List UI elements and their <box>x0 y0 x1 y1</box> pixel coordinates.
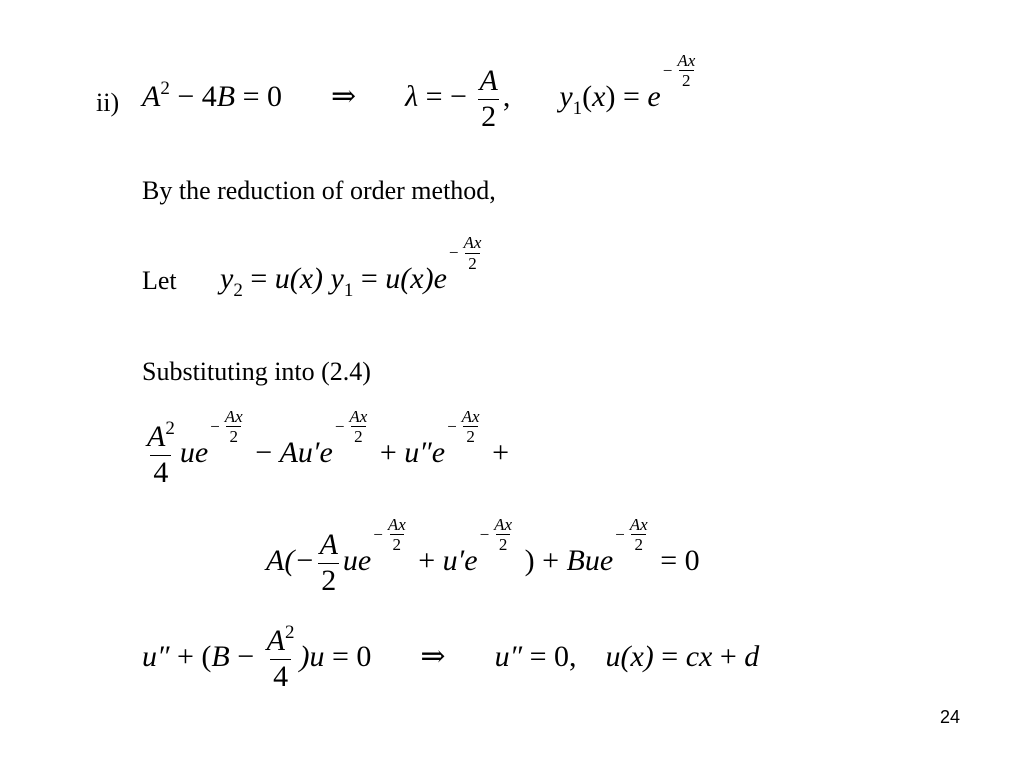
eq-minus-4: − 4 <box>177 79 217 113</box>
equation-characteristic: $A^2 - 4B = 0$ ⇒ λ = − $\frac{A}{2}$ , $y_1(x) = e$ − $\frac{Ax}{2}$ <box>142 64 700 134</box>
page-number: 24 <box>940 707 961 727</box>
implies-icon: ⇒ <box>420 639 446 673</box>
equation-final: u″ + (B − $\frac{A^2}{4}$ )u = 0 ⇒ u″ = 0, u(x) = cx + d <box>142 622 760 693</box>
eq-close-equals: ) = <box>605 79 640 113</box>
exponent: − $\frac{Ax}{2}$ <box>373 514 406 555</box>
eq-A: A <box>142 79 161 113</box>
eq-sub-1: 1 <box>572 97 583 119</box>
exponent: − $\frac{Ax}{2}$ <box>662 50 696 91</box>
exponent: − $\frac{Ax}{2}$ <box>447 406 480 447</box>
eq-y: y <box>559 79 573 113</box>
eq-equals-neg: = − <box>425 79 467 113</box>
eq-equals-0: = 0 <box>242 79 282 113</box>
eq-e: e <box>647 79 661 113</box>
eq-lambda: λ <box>405 79 419 113</box>
fraction-A2-over-4: $\frac{A^2}{4}$ <box>147 418 175 489</box>
fraction-A-over-2: $\frac{A}{2}$ <box>479 64 498 133</box>
equation-substitution-2: A(− $\frac{A}{2}$ ue − $\frac{Ax}{2}$ + u′e − $\frac{Ax}{2}$ ) + Bue − $\frac{Ax}{2}$ = 0 <box>266 514 700 597</box>
eq-comma: , <box>502 79 511 113</box>
exponent: − $\frac{Ax}{2}$ <box>448 232 482 273</box>
equation-substitution-1: $\frac{A^2}{4}$ ue − $\frac{Ax}{2}$ − Au′e − $\frac{Ax}{2}$ + u″e − $\frac{Ax}{2}$ + <box>142 420 509 490</box>
implies-icon: ⇒ <box>331 79 357 113</box>
let-label: Let <box>142 266 177 295</box>
substituting-text: Substituting into (2.4) <box>142 357 371 386</box>
equation-let: $y_2 = u(x) y_1 = u(x)e$ − $\frac{Ax}{2}$ <box>220 262 486 303</box>
exponent: − $\frac{Ax}{2}$ <box>615 514 648 555</box>
eq-B: B <box>216 79 236 113</box>
fraction-A-over-2: $\frac{A}{2}$ <box>319 528 338 597</box>
exponent: − $\frac{Ax}{2}$ <box>334 406 368 447</box>
exponent: − $\frac{Ax}{2}$ <box>210 406 243 447</box>
case-label: ii) <box>96 88 120 117</box>
eq-sup-2: 2 <box>160 77 170 99</box>
reduction-text: By the reduction of order method, <box>142 176 496 205</box>
exponent: − $\frac{Ax}{2}$ <box>479 514 513 555</box>
fraction-A2-over-4: $\frac{A^2}{4}$ <box>266 622 295 693</box>
